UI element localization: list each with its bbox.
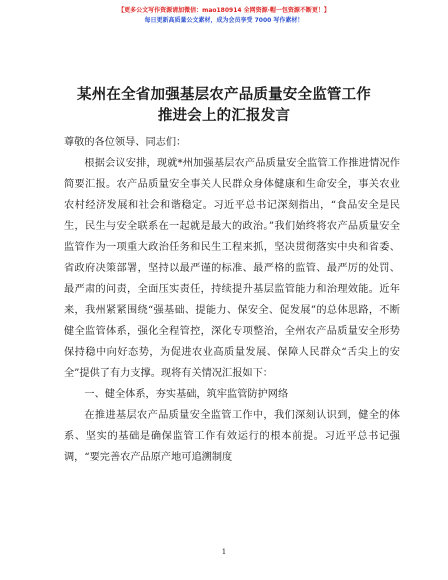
document-title-line2: 推进会上的汇报发言: [157, 107, 291, 124]
paragraph-1: 根据会议安排，现就*州加强基层农产品质量安全监管工作推进情况作简要汇报。农产品质量安全事关人民群众身体健康和生命安全，事关农业农村经济发展和社会和谐稳定。习近平总书记深刻指出，“食品安全是民生，民生与安全联系在一起就是最大的政治。”我们始终将农产品质量安全监管作为一项重大政治任务和民生工程来抓，坚决贯彻落实中央和省委、省政府决策部署，坚持以最严谨的标准、最严格的监管、最严厉的处罚、最严肃的问责，全面压实责任，持续提升基层监管能力和治理效能。近年来，我州紧紧围绕“强基础、提能力、保安全、促发展”的总体思路，不断健全监管体系，强化全程管控，深化专项整治，全州农产品质量安全形势保持稳中向好态势，为促进农业高质量发展、保障人民群众“舌尖上的安全”提供了有力支撑。现将有关情况汇报如下：: [64, 158, 400, 379]
promo-banner-line2: 每日更新高质量公文素材，成为会员享受 7000 写作素材！: [144, 17, 304, 24]
document-body: [64, 132, 400, 468]
greeting: 尊敬的各位领导、同志们：: [64, 137, 187, 148]
promo-banner-line1: 【更多公文写作资源请加微信：mao180914 全网资源·帽一包资源不断更！】: [118, 7, 330, 14]
section-heading-1: 一、健全体系，夯实基础，筑牢监管防护网络: [84, 389, 289, 400]
page-number: 1: [221, 548, 227, 556]
paragraph-2: 在推进基层农产品质量安全监管工作中，我们深刻认识到，健全的体系、坚实的基础是确保监管工作有效运行的根本前提。习近平总书记强调，“要完善农产品原产地可追溯制度: [64, 410, 400, 463]
document-title-line1: 某州在全省加强基层农产品质量安全监管工作: [77, 86, 371, 103]
document-title: [0, 84, 448, 126]
promo-banner: [0, 6, 448, 26]
